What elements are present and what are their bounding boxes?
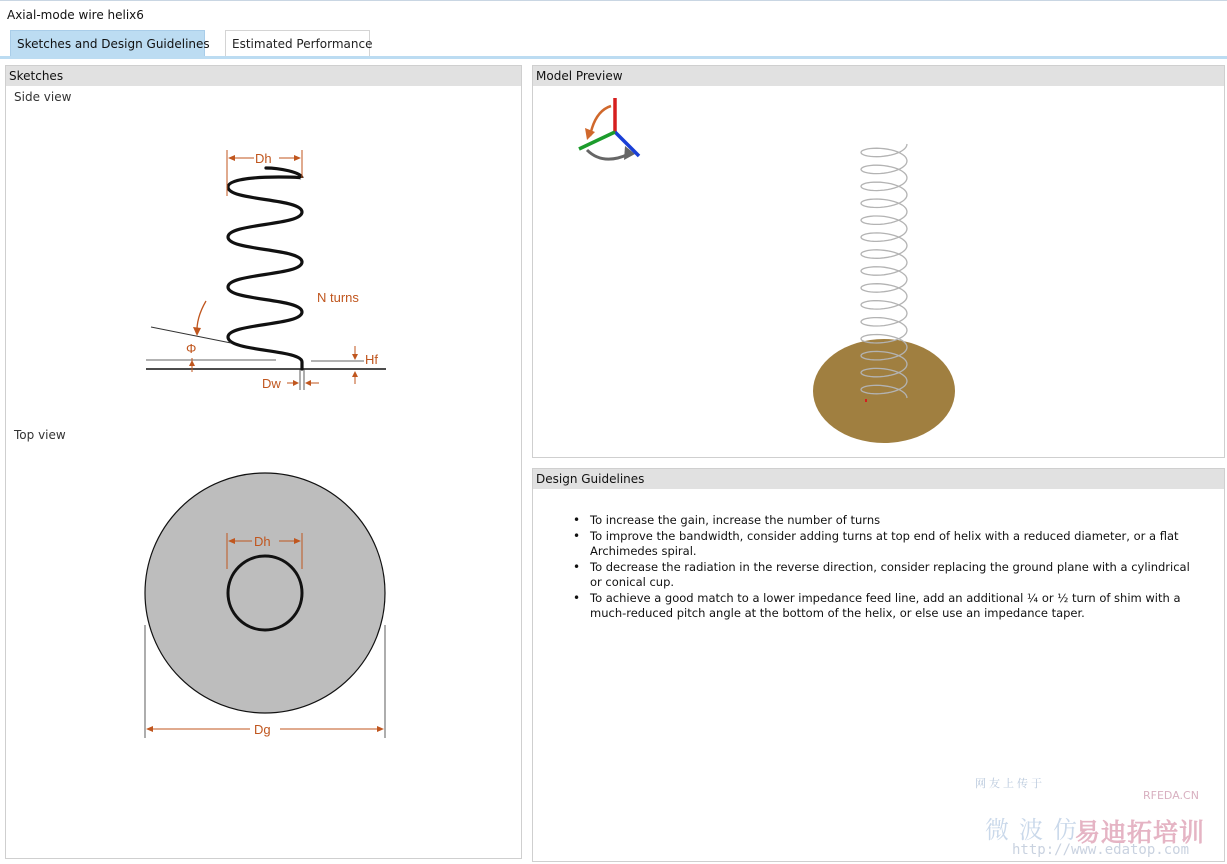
guideline-item: • To improve the bandwidth, consider adding turns at top end of helix with a reduced diameter, or a flat Archimedes spiral. (573, 529, 1198, 560)
model-preview-header: Model Preview (533, 66, 1224, 86)
tab-bar (0, 30, 1227, 58)
watermark-url: http://www.edatop.com (1012, 842, 1190, 858)
tab-sketches-guidelines[interactable]: Sketches and Design Guidelines (10, 30, 205, 56)
guideline-item: • To decrease the radiation in the reverse direction, consider replacing the ground plane with a cylindrical or conical cup. (573, 560, 1198, 591)
model-preview-panel (532, 65, 1225, 458)
side-view-label: Side view (14, 90, 72, 104)
ground-disc (145, 473, 385, 713)
feed-point (865, 399, 867, 402)
watermark-cn-left: 微波仿 (985, 816, 1087, 844)
guideline-item: • To achieve a good match to a lower impedance feed line, add an additional ¼ or ½ turn of shim with a much-reduced pitch angle at the bottom of the helix, or else use an impedance taper. (573, 591, 1198, 622)
hf-dimension (311, 346, 364, 384)
top-view-label: Top view (14, 428, 66, 442)
phi-label: Φ (186, 341, 197, 356)
dg-label: Dg (254, 722, 271, 737)
design-guidelines-header: Design Guidelines (533, 469, 1224, 489)
tab-estimated-performance[interactable]: Estimated Performance (225, 30, 370, 56)
sketches-panel (5, 65, 522, 859)
side-view-diagram (6, 66, 521, 486)
hf-label: Hf (365, 352, 378, 367)
top-dh-label: Dh (254, 534, 271, 549)
watermark-cn-right: 易迪拓培训 (1075, 818, 1206, 847)
watermark-uploader: 网友上传于 (975, 777, 1045, 790)
app-title: Axial-mode wire helix6 (7, 8, 144, 22)
orientation-axes-icon (579, 98, 639, 160)
helix-coil (228, 168, 302, 369)
n-turns-label: N turns (317, 290, 359, 305)
side-dh-label: Dh (255, 151, 272, 166)
dw-label: Dw (262, 376, 281, 391)
guidelines-list (573, 513, 1198, 622)
design-guidelines-panel (532, 468, 1225, 862)
guideline-item: • To increase the gain, increase the number of turns (573, 513, 1198, 529)
model-preview-canvas[interactable] (533, 66, 1224, 457)
sketches-header: Sketches (6, 66, 521, 86)
ground-plane (813, 339, 955, 443)
pitch-angle-marker (146, 301, 276, 372)
top-view-diagram (6, 456, 521, 756)
window-top-border (0, 0, 1227, 1)
watermark-brand: RFEDA.CN (1143, 789, 1199, 802)
dw-dimension (287, 369, 319, 390)
tab-underline (0, 56, 1227, 59)
